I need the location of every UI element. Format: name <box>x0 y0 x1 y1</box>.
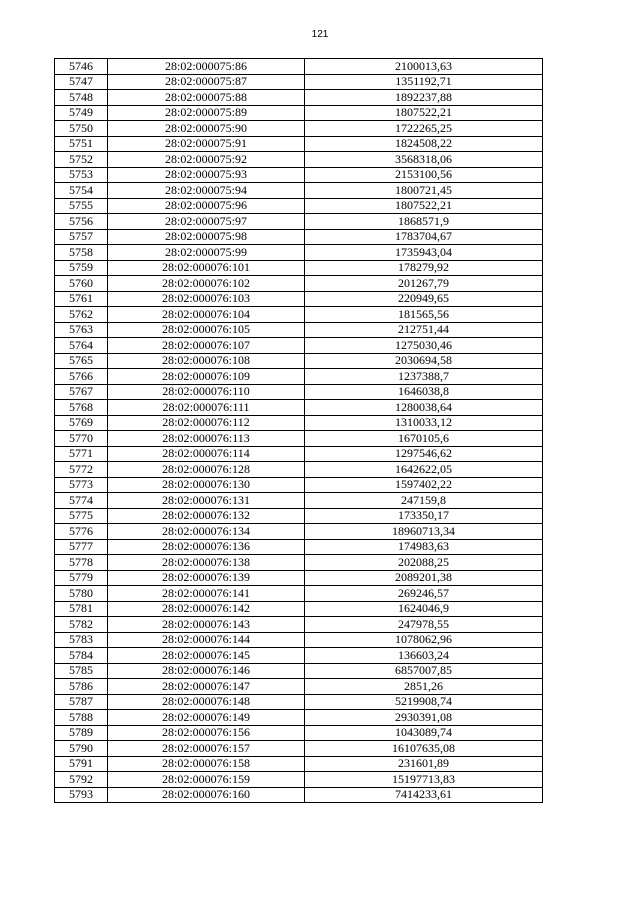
cadastral-number-cell: 28:02:000076:136 <box>108 539 305 555</box>
cadastral-number-cell: 28:02:000076:141 <box>108 586 305 602</box>
page-number: 121 <box>311 29 329 40</box>
row-number-cell: 5775 <box>55 508 108 524</box>
cadastral-number-cell: 28:02:000075:87 <box>108 74 305 90</box>
table-row <box>55 152 543 168</box>
cadastral-number-cell: 28:02:000075:96 <box>108 198 305 214</box>
cadastral-value-cell: 1783704,67 <box>305 229 543 245</box>
row-number-cell: 5746 <box>55 59 108 75</box>
table-row <box>55 369 543 385</box>
cadastral-value-cell: 1735943,04 <box>305 245 543 261</box>
row-number-cell: 5782 <box>55 617 108 633</box>
table-row <box>55 601 543 617</box>
row-number-cell: 5762 <box>55 307 108 323</box>
table-row <box>55 136 543 152</box>
cadastral-value-cell: 1624046,9 <box>305 601 543 617</box>
cadastral-value-cell: 201267,79 <box>305 276 543 292</box>
row-number-cell: 5788 <box>55 710 108 726</box>
table-row <box>55 353 543 369</box>
table-row <box>55 400 543 416</box>
table-row <box>55 648 543 664</box>
cadastral-value-cell: 136603,24 <box>305 648 543 664</box>
row-number-cell: 5776 <box>55 524 108 540</box>
cadastral-number-cell: 28:02:000076:160 <box>108 787 305 803</box>
table-row <box>55 524 543 540</box>
table-row <box>55 617 543 633</box>
cadastral-number-cell: 28:02:000076:139 <box>108 570 305 586</box>
row-number-cell: 5749 <box>55 105 108 121</box>
cadastral-value-cell: 202088,25 <box>305 555 543 571</box>
cadastral-number-cell: 28:02:000076:107 <box>108 338 305 354</box>
table-row <box>55 787 543 803</box>
row-number-cell: 5751 <box>55 136 108 152</box>
cadastral-number-cell: 28:02:000076:156 <box>108 725 305 741</box>
row-number-cell: 5770 <box>55 431 108 447</box>
table-row <box>55 291 543 307</box>
cadastral-number-cell: 28:02:000076:144 <box>108 632 305 648</box>
cadastral-number-cell: 28:02:000076:104 <box>108 307 305 323</box>
cadastral-number-cell: 28:02:000075:88 <box>108 90 305 106</box>
table-row <box>55 725 543 741</box>
table-row <box>55 431 543 447</box>
cadastral-number-cell: 28:02:000076:134 <box>108 524 305 540</box>
cadastral-value-cell: 1237388,7 <box>305 369 543 385</box>
table-row <box>55 229 543 245</box>
table-row <box>55 338 543 354</box>
row-number-cell: 5792 <box>55 772 108 788</box>
cadastral-number-cell: 28:02:000076:158 <box>108 756 305 772</box>
cadastral-value-cell: 181565,56 <box>305 307 543 323</box>
row-number-cell: 5785 <box>55 663 108 679</box>
cadastral-number-cell: 28:02:000076:114 <box>108 446 305 462</box>
cadastral-value-cell: 2030694,58 <box>305 353 543 369</box>
cadastral-value-cell: 7414233,61 <box>305 787 543 803</box>
cadastral-value-cell: 2153100,56 <box>305 167 543 183</box>
cadastral-value-cell: 1807522,21 <box>305 198 543 214</box>
cadastral-value-cell: 1043089,74 <box>305 725 543 741</box>
cadastral-value-cell: 2851,26 <box>305 679 543 695</box>
cadastral-number-cell: 28:02:000075:90 <box>108 121 305 137</box>
table-row <box>55 59 543 75</box>
cadastral-number-cell: 28:02:000076:131 <box>108 493 305 509</box>
table-row <box>55 276 543 292</box>
table-row <box>55 90 543 106</box>
table-row <box>55 183 543 199</box>
table-row <box>55 539 543 555</box>
cadastral-number-cell: 28:02:000075:97 <box>108 214 305 230</box>
cadastral-value-cell: 2089201,38 <box>305 570 543 586</box>
table-row <box>55 772 543 788</box>
table-row <box>55 632 543 648</box>
cadastral-number-cell: 28:02:000075:99 <box>108 245 305 261</box>
cadastral-number-cell: 28:02:000076:157 <box>108 741 305 757</box>
table-row <box>55 741 543 757</box>
cadastral-number-cell: 28:02:000076:105 <box>108 322 305 338</box>
cadastral-value-cell: 178279,92 <box>305 260 543 276</box>
cadastral-number-cell: 28:02:000076:111 <box>108 400 305 416</box>
row-number-cell: 5786 <box>55 679 108 695</box>
table-row <box>55 167 543 183</box>
cadastral-number-cell: 28:02:000076:102 <box>108 276 305 292</box>
table-row <box>55 477 543 493</box>
table-row <box>55 214 543 230</box>
cadastral-value-cell: 220949,65 <box>305 291 543 307</box>
row-number-cell: 5748 <box>55 90 108 106</box>
table-row <box>55 462 543 478</box>
table-row <box>55 710 543 726</box>
row-number-cell: 5768 <box>55 400 108 416</box>
table-row <box>55 415 543 431</box>
row-number-cell: 5760 <box>55 276 108 292</box>
cadastral-number-cell: 28:02:000075:86 <box>108 59 305 75</box>
cadastral-number-cell: 28:02:000076:146 <box>108 663 305 679</box>
cadastral-value-cell: 3568318,06 <box>305 152 543 168</box>
table-row <box>55 322 543 338</box>
cadastral-value-cell: 15197713,83 <box>305 772 543 788</box>
row-number-cell: 5790 <box>55 741 108 757</box>
row-number-cell: 5769 <box>55 415 108 431</box>
cadastral-value-cell: 1597402,22 <box>305 477 543 493</box>
cadastral-number-cell: 28:02:000075:89 <box>108 105 305 121</box>
table-row <box>55 245 543 261</box>
row-number-cell: 5774 <box>55 493 108 509</box>
cadastral-value-cell: 1892237,88 <box>305 90 543 106</box>
table-row <box>55 555 543 571</box>
cadastral-number-cell: 28:02:000076:159 <box>108 772 305 788</box>
table-row <box>55 694 543 710</box>
cadastral-number-cell: 28:02:000076:148 <box>108 694 305 710</box>
table-row <box>55 493 543 509</box>
cadastral-number-cell: 28:02:000076:142 <box>108 601 305 617</box>
row-number-cell: 5755 <box>55 198 108 214</box>
table-row <box>55 756 543 772</box>
cadastral-value-cell: 247159,8 <box>305 493 543 509</box>
table-row <box>55 105 543 121</box>
cadastral-value-cell: 1275030,46 <box>305 338 543 354</box>
cadastral-number-cell: 28:02:000076:110 <box>108 384 305 400</box>
row-number-cell: 5779 <box>55 570 108 586</box>
cadastral-number-cell: 28:02:000076:108 <box>108 353 305 369</box>
row-number-cell: 5756 <box>55 214 108 230</box>
cadastral-number-cell: 28:02:000075:92 <box>108 152 305 168</box>
cadastral-value-cell: 1646038,8 <box>305 384 543 400</box>
cadastral-number-cell: 28:02:000075:94 <box>108 183 305 199</box>
table-row <box>55 446 543 462</box>
cadastral-number-cell: 28:02:000076:109 <box>108 369 305 385</box>
cadastral-value-cell: 1824508,22 <box>305 136 543 152</box>
cadastral-value-cell: 1642622,05 <box>305 462 543 478</box>
cadastral-value-cell: 1078062,96 <box>305 632 543 648</box>
row-number-cell: 5787 <box>55 694 108 710</box>
cadastral-number-cell: 28:02:000076:101 <box>108 260 305 276</box>
row-number-cell: 5759 <box>55 260 108 276</box>
row-number-cell: 5764 <box>55 338 108 354</box>
cadastral-value-cell: 1280038,64 <box>305 400 543 416</box>
cadastral-value-cell: 173350,17 <box>305 508 543 524</box>
cadastral-value-cell: 18960713,34 <box>305 524 543 540</box>
row-number-cell: 5771 <box>55 446 108 462</box>
table-row <box>55 679 543 695</box>
cadastral-value-cell: 1868571,9 <box>305 214 543 230</box>
cadastral-number-cell: 28:02:000076:149 <box>108 710 305 726</box>
cadastral-value-cell: 2930391,08 <box>305 710 543 726</box>
cadastral-number-cell: 28:02:000076:130 <box>108 477 305 493</box>
row-number-cell: 5757 <box>55 229 108 245</box>
table-row <box>55 307 543 323</box>
cadastral-value-cell: 6857007,85 <box>305 663 543 679</box>
row-number-cell: 5773 <box>55 477 108 493</box>
row-number-cell: 5772 <box>55 462 108 478</box>
row-number-cell: 5747 <box>55 74 108 90</box>
cadastral-value-cell: 1310033,12 <box>305 415 543 431</box>
table-row <box>55 260 543 276</box>
cadastral-value-cell: 174983,63 <box>305 539 543 555</box>
table-row <box>55 570 543 586</box>
cadastral-number-cell: 28:02:000076:143 <box>108 617 305 633</box>
cadastral-value-cell: 231601,89 <box>305 756 543 772</box>
row-number-cell: 5753 <box>55 167 108 183</box>
row-number-cell: 5789 <box>55 725 108 741</box>
row-number-cell: 5752 <box>55 152 108 168</box>
cadastral-value-cell: 2100013,63 <box>305 59 543 75</box>
table-row <box>55 198 543 214</box>
row-number-cell: 5761 <box>55 291 108 307</box>
table-body <box>55 59 543 803</box>
table-row <box>55 121 543 137</box>
cadastral-number-cell: 28:02:000076:103 <box>108 291 305 307</box>
row-number-cell: 5765 <box>55 353 108 369</box>
row-number-cell: 5791 <box>55 756 108 772</box>
cadastral-value-cell: 1807522,21 <box>305 105 543 121</box>
row-number-cell: 5777 <box>55 539 108 555</box>
row-number-cell: 5784 <box>55 648 108 664</box>
cadastral-value-cell: 247978,55 <box>305 617 543 633</box>
cadastral-number-cell: 28:02:000076:145 <box>108 648 305 664</box>
cadastral-number-cell: 28:02:000076:113 <box>108 431 305 447</box>
cadastral-number-cell: 28:02:000076:128 <box>108 462 305 478</box>
cadastral-value-cell: 1351192,71 <box>305 74 543 90</box>
cadastral-value-cell: 1670105,6 <box>305 431 543 447</box>
row-number-cell: 5783 <box>55 632 108 648</box>
cadastral-number-cell: 28:02:000076:147 <box>108 679 305 695</box>
cadastral-value-cell: 1800721,45 <box>305 183 543 199</box>
cadastral-number-cell: 28:02:000075:98 <box>108 229 305 245</box>
table-row <box>55 663 543 679</box>
table-row <box>55 384 543 400</box>
table-row <box>55 508 543 524</box>
cadastral-value-cell: 212751,44 <box>305 322 543 338</box>
row-number-cell: 5754 <box>55 183 108 199</box>
cadastral-value-cell: 269246,57 <box>305 586 543 602</box>
cadastral-value-table <box>54 58 543 803</box>
cadastral-number-cell: 28:02:000076:112 <box>108 415 305 431</box>
cadastral-value-cell: 16107635,08 <box>305 741 543 757</box>
row-number-cell: 5767 <box>55 384 108 400</box>
cadastral-number-cell: 28:02:000076:138 <box>108 555 305 571</box>
row-number-cell: 5758 <box>55 245 108 261</box>
cadastral-number-cell: 28:02:000075:93 <box>108 167 305 183</box>
row-number-cell: 5781 <box>55 601 108 617</box>
cadastral-value-cell: 1722265,25 <box>305 121 543 137</box>
table-row <box>55 74 543 90</box>
table-row <box>55 586 543 602</box>
cadastral-number-cell: 28:02:000075:91 <box>108 136 305 152</box>
row-number-cell: 5763 <box>55 322 108 338</box>
row-number-cell: 5793 <box>55 787 108 803</box>
cadastral-number-cell: 28:02:000076:132 <box>108 508 305 524</box>
row-number-cell: 5778 <box>55 555 108 571</box>
cadastral-value-cell: 1297546,62 <box>305 446 543 462</box>
row-number-cell: 5766 <box>55 369 108 385</box>
row-number-cell: 5750 <box>55 121 108 137</box>
cadastral-value-cell: 5219908,74 <box>305 694 543 710</box>
row-number-cell: 5780 <box>55 586 108 602</box>
